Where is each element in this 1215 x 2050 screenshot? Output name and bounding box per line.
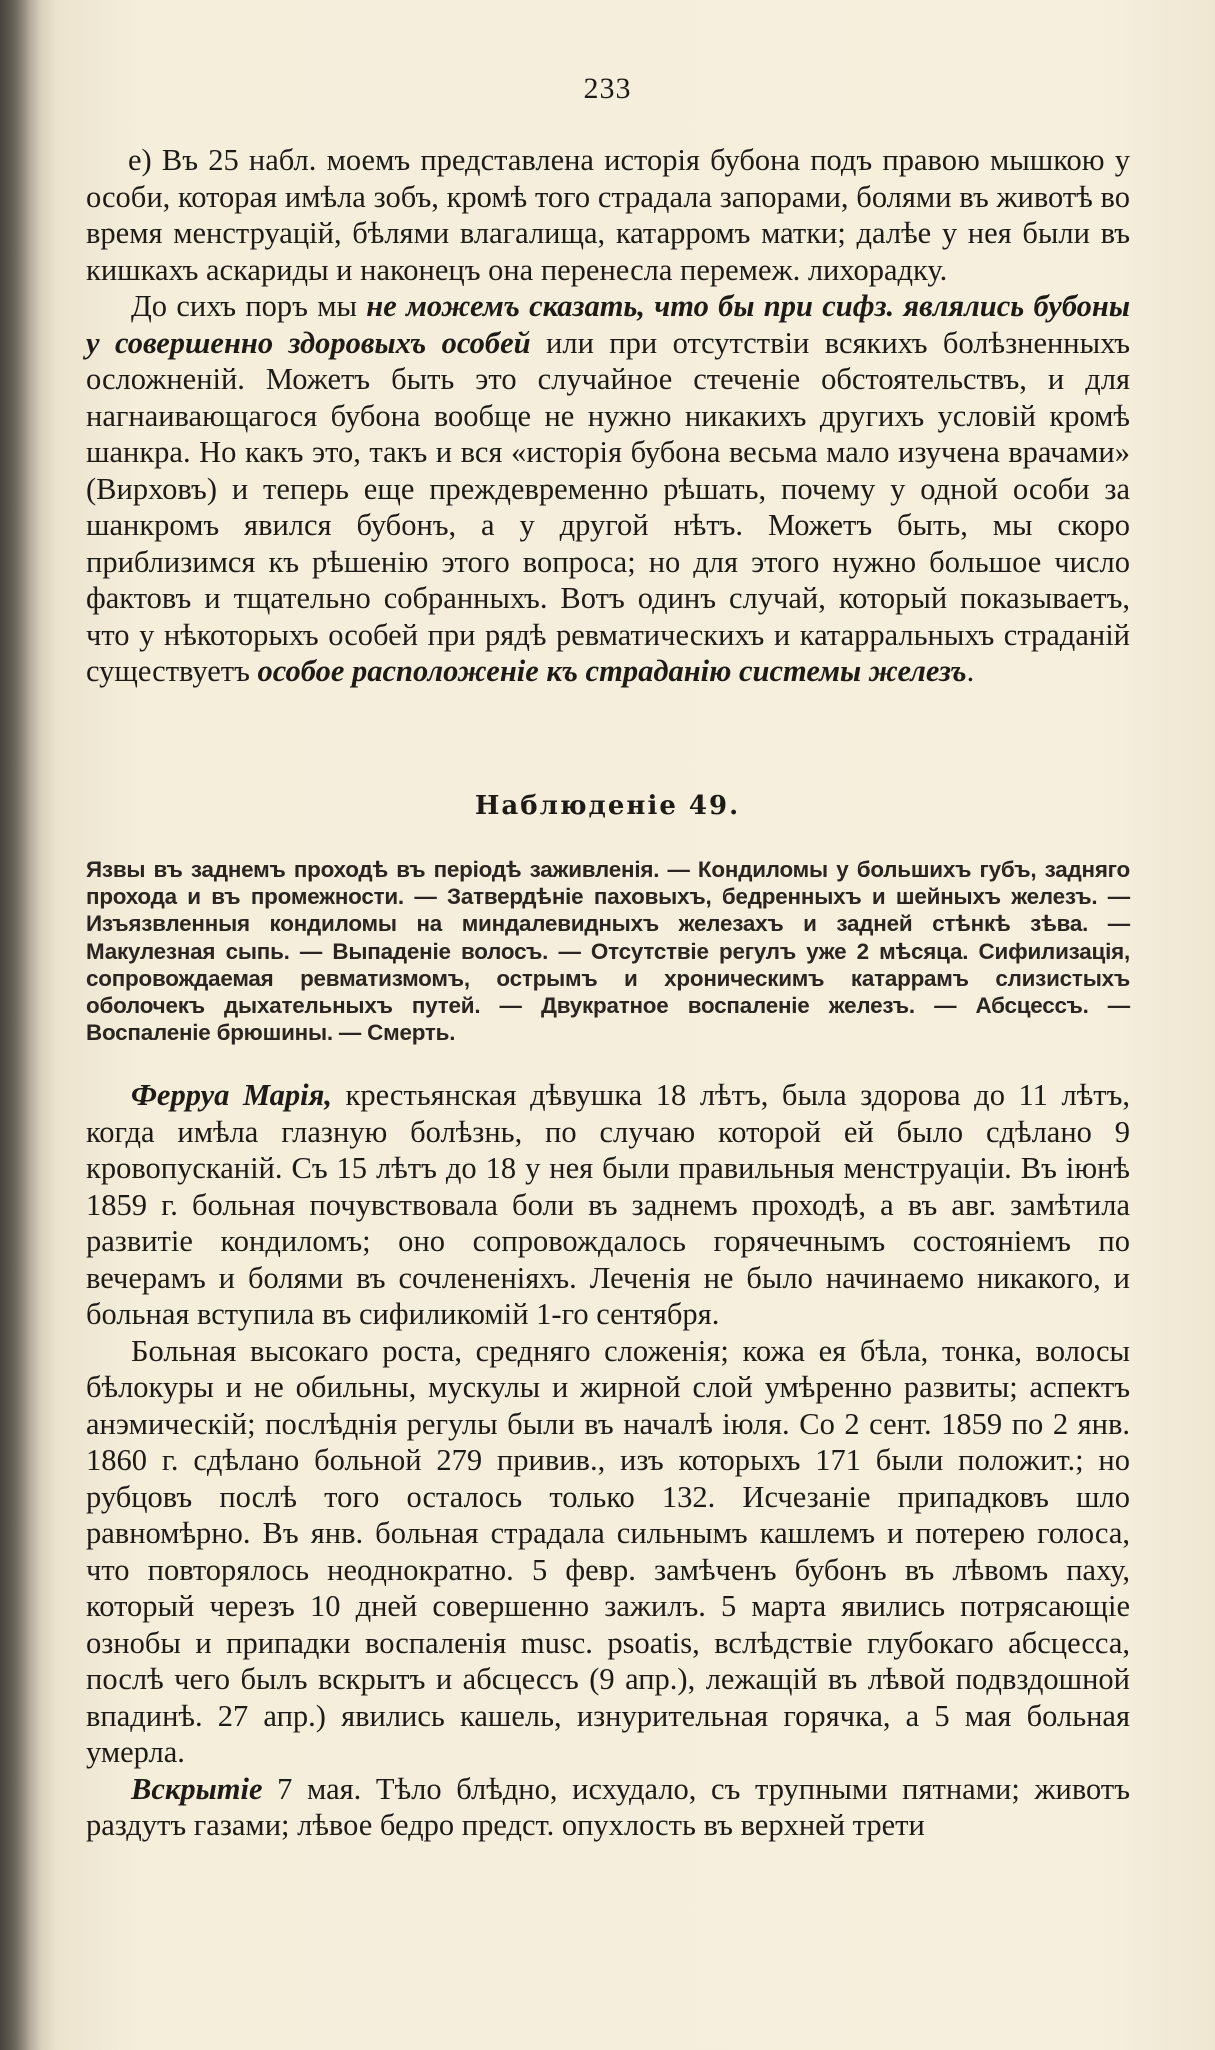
observation-summary: Язвы въ заднемъ проходѣ въ періодѣ заживленія. — Кондиломы у большихъ губъ, задняго прохода и въ промежности. — Затвердѣніе паховыхъ, бедренныхъ и шейныхъ железъ. — Изъязвленныя кондиломы на миндалевидныхъ железахъ и задней стѣнкѣ зѣва. — Макулезная сыпь. — Выпаденіе волосъ. — Отсутствіе регулъ уже 2 мѣсяца. Сифилизація, сопровождаемая ревматизмомъ, острымъ и хроническимъ катаррамъ слизистыхъ оболочекъ дыхательныхъ путей. — Двукратное воспаленіе железъ. — Абсцессъ. — Воспаленіе брюшины. — Смерть. <box>86 857 1130 1046</box>
patient-name: Ферруа Марія, <box>131 1078 332 1112</box>
emphasis-conclusion: особое расположеніе къ страданію системы железъ <box>257 654 967 688</box>
observation-heading: Наблюденіе 49. <box>474 791 741 821</box>
autopsy-label: Вскрытіе <box>131 1771 263 1806</box>
page-number: 233 <box>583 72 632 105</box>
emphasis-statement: не можемъ сказать, что бы при сифз. являлись бубоны у совершенно здоровыхъ особей <box>86 289 1130 360</box>
paragraph-body: 7 мая. Тѣло блѣдно, исхудало, съ трупными пятнами; животъ раздутъ газами; лѣвое бедро предст. опухлость въ верхней трети <box>86 1771 1130 1842</box>
text-block-bottom <box>86 1077 1130 1844</box>
text-block-top <box>86 142 1130 690</box>
paragraph-autopsy <box>86 1771 1130 1844</box>
paragraph-body: или при отсутствіи всякихъ болѣзненныхъ осложненій. Можетъ быть это случайное стеченіе обстоятельствъ, и для нагнаивающагося бубона вообще не нужно никакихъ другихъ условій кромѣ шанкра. Но какъ это, такъ и вся «исторія бубона весьма мало изучена врачами» (Вирховъ) и теперь еще преждевременно рѣшать, почему у одной особи за шанкромъ явился бубонъ, а у другой нѣтъ. Можетъ быть, мы скоро приблизимся къ рѣшенію этого вопроса; но для этого нужно большое число фактовъ и тщательно собранныхъ. Вотъ одинъ случай, который показываетъ, что у нѣкоторыхъ особей при рядѣ ревматическихъ и катарральныхъ страданій существуетъ <box>86 325 1130 688</box>
spine-shadow <box>0 0 42 2050</box>
paragraph-patient-status: Больная высокаго роста, средняго сложенія; кожа ея бѣла, тонка, волосы бѣлокуры и не обильны, мускулы и жирной слой умѣренно развиты; аспектъ анэмическій; послѣднія регулы были въ началѣ іюля. Со 2 сент. 1859 по 2 янв. 1860 г. сдѣлано больной 279 привив., изъ которыхъ 171 были положит.; но рубцовъ послѣ того осталось только 132. Исчезаніе припадковъ шло равномѣрно. Въ янв. больная страдала сильнымъ кашлемъ и потерею голоса, что повторялось неоднократно. 5 февр. замѣченъ бубонъ въ лѣвомъ паху, который черезъ 10 дней совершенно зажилъ. 5 марта явились потрясающіе ознобы и припадки воспаленія musc. psoatis, вслѣдствіе глубокаго абсцесса, послѣ чего былъ вскрытъ и абсцессъ (9 апр.), лежащій въ лѣвой подвздошной впадинѣ. 27 апр.) явились кашель, изнурительная горячка, а 5 мая больная умерла. <box>86 1333 1130 1769</box>
paragraph-patient-history <box>86 1077 1130 1333</box>
paragraph-end: . <box>966 654 975 688</box>
paragraph-e: е) Въ 25 набл. моемъ представлена исторія бубона подъ правою мышкою у особи, которая имѣла зобъ, кромѣ того страдала запорами, болями въ животѣ во время менструацій, бѣлями влагалища, катарромъ матки; далѣе у нея были въ кишкахъ аскариды и наконецъ она перенесла перемеж. лихорадку. <box>86 143 1130 287</box>
paragraph-lead: До сихъ поръ мы <box>131 289 367 323</box>
paragraph-body: крестьянская дѣвушка 18 лѣтъ, была здорова до 11 лѣтъ, когда имѣла глазную болѣзнь, по случаю которой ей было сдѣлано 9 кровопусканій. Съ 15 лѣтъ до 18 у нея были правильныя менструаціи. Въ іюнѣ 1859 г. больная почувствовала боли въ заднемъ проходѣ, а въ авг. замѣтила развитіе кондиломъ; оно сопровождалось горячечнымъ состояніемъ по вечерамъ и болями въ сочлененіяхъ. Леченія не было начинаемо никакого, и больная вступила въ сифиликомій 1-го сентября. <box>86 1078 1130 1331</box>
paragraph-bubo-discussion <box>86 288 1130 690</box>
